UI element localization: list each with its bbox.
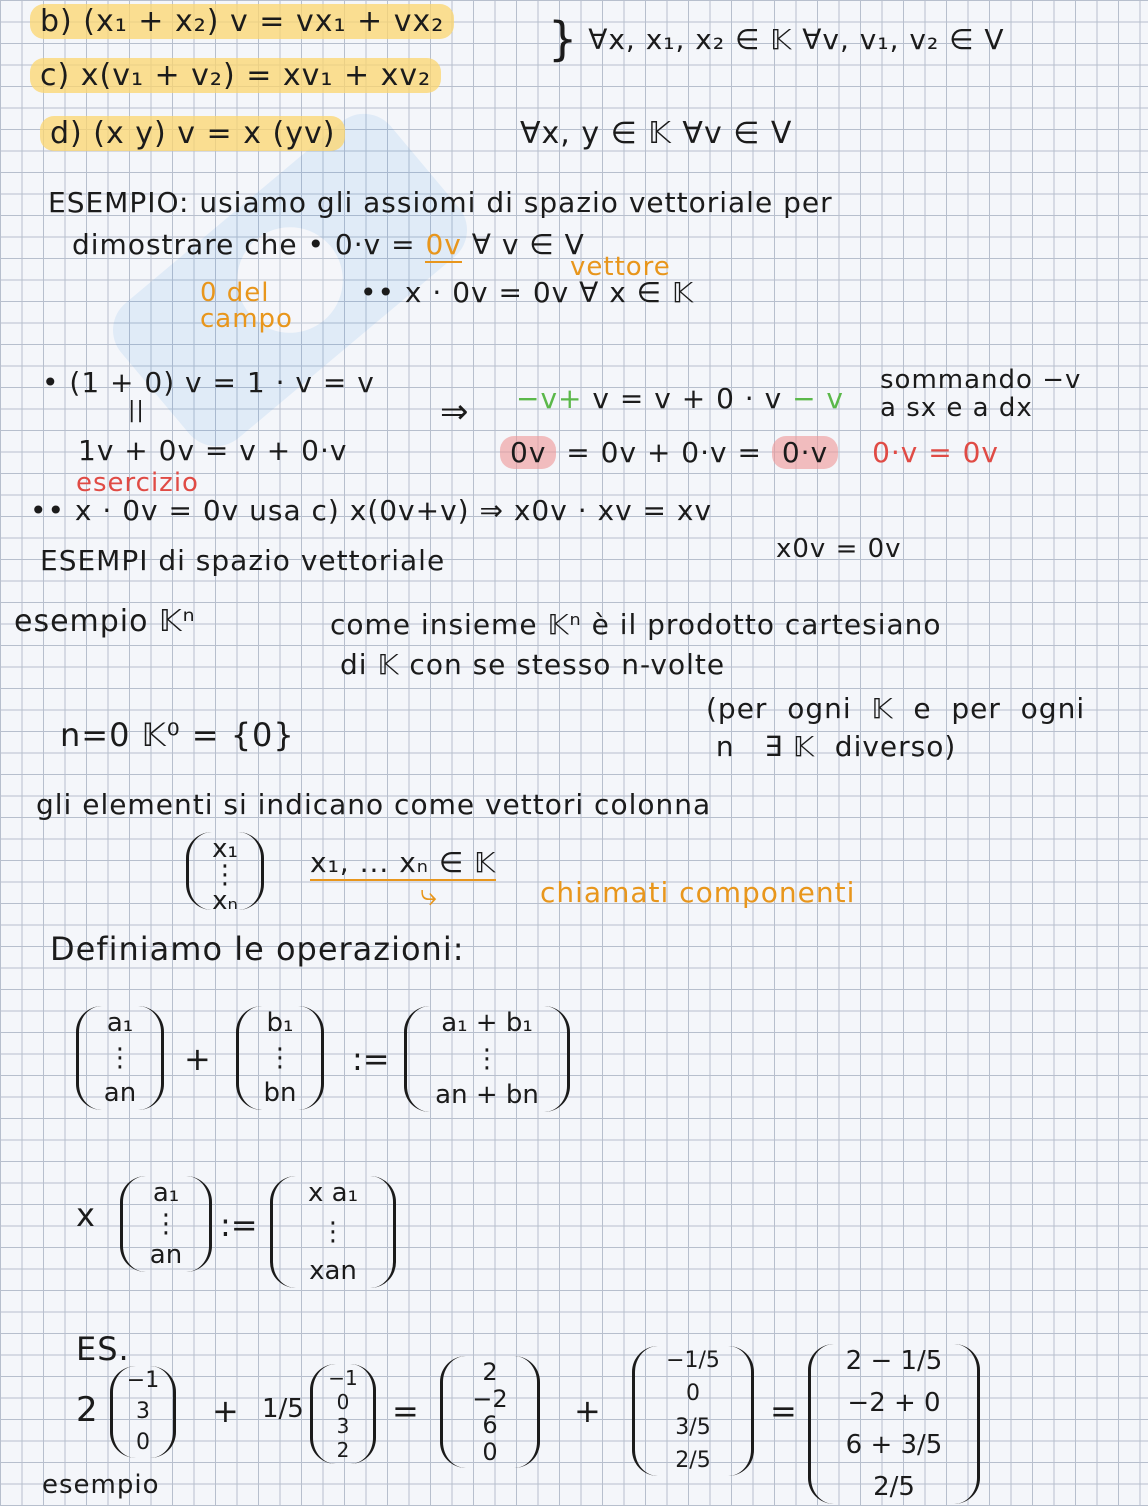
campo-label: 0 del campo [200, 278, 293, 334]
kn-desc-2: di 𝕂 con se stesso n-volte [340, 648, 726, 681]
sum-define: := [352, 1040, 390, 1078]
kn-note: (per ogni 𝕂 e per ogni n ∃ 𝕂 diverso) [706, 692, 1086, 763]
scalar-vector-a: a₁ ⋮ an [120, 1176, 212, 1272]
sum-plus: + [184, 1040, 211, 1078]
sum-note: sommando −v a sx e a dx [880, 365, 1082, 423]
vettore-label: vettore [570, 252, 671, 282]
es-plus-1: + [212, 1392, 239, 1430]
scalar-x: x [76, 1196, 95, 1234]
proof-line3-sub: x0v = 0v [776, 534, 902, 564]
components-text: x₁, ... xₙ ∈ 𝕂 [310, 846, 497, 879]
es-plus-2: + [574, 1392, 601, 1430]
sum-result-vector: a₁ + b₁ ⋮ an + bn [404, 1006, 570, 1112]
proof-line3: •• x · 0v = 0v usa c) x(0v+v) ⇒ x0v · xv = xv [30, 494, 713, 527]
es-vector-3: 2 −2 6 0 [440, 1356, 540, 1468]
axiom-c: c) x(v₁ + v₂) = xv₁ + xv₂ [30, 58, 441, 93]
es-equals-1: = [392, 1392, 419, 1430]
sum-vector-a: a₁ ⋮ an [76, 1006, 164, 1110]
components-label: chiamati componenti [540, 876, 856, 909]
column-vectors-text: gli elementi si indicano come vettori colonna [36, 788, 712, 821]
component-vector: x₁ ⋮ xₙ [186, 832, 264, 910]
proof-line1: • (1 + 0) v = 1 · v = v [42, 366, 375, 399]
scalar-define: := [220, 1206, 258, 1244]
example1-line2: dimostrare che • 0·v = 0v ∀ v ∈ V [72, 228, 585, 261]
example1-line1: ESEMPIO: usiamo gli assiomi di spazio vettoriale per [48, 186, 833, 219]
es-vector-2: −1 0 3 2 [310, 1364, 376, 1464]
es-vector-4: −1/5 0 3/5 2/5 [632, 1346, 754, 1476]
axiom-bc-quantifier: } ∀x, x₁, x₂ ∈ 𝕂 ∀v, v₁, v₂ ∈ V [548, 12, 1005, 66]
kn-label: esempio 𝕂ⁿ [14, 604, 196, 639]
components-arrow: ⤷ [420, 878, 438, 913]
sum-vector-b: b₁ ⋮ bn [236, 1006, 324, 1110]
esercizio-label: esercizio [76, 468, 199, 498]
es-coef-fifth: 1/5 [262, 1394, 304, 1424]
proof-right-line2: 0v = 0v + 0·v = 0·v 0·v = 0v [500, 436, 999, 469]
es-vector-1: −1 3 0 [110, 1366, 176, 1458]
axiom-d: d) (x y) v = x (yv) [40, 116, 345, 151]
axiom-b: b) (x₁ + x₂) v = vx₁ + vx₂ [30, 4, 454, 39]
axiom-d-quantifier: ∀x, y ∈ 𝕂 ∀v ∈ V [520, 116, 793, 151]
n-zero-case: n=0 𝕂⁰ = {0} [60, 716, 295, 754]
proof-line2: 1v + 0v = v + 0·v [78, 434, 348, 467]
implies-arrow: ⇒ [440, 392, 470, 432]
kn-desc-1: come insieme 𝕂ⁿ è il prodotto cartesiano [330, 608, 942, 641]
operations-heading: Definiamo le operazioni: [50, 930, 465, 968]
scalar-result-vector: x a₁ ⋮ xan [270, 1176, 396, 1288]
examples-heading: ESEMPI di spazio vettoriale [40, 544, 446, 577]
proof-right-line1: −v+ v = v + 0 · v − v [516, 382, 844, 415]
es-coef-2: 2 [76, 1390, 98, 1430]
example1-line3: •• x · 0v = 0v ∀ x ∈ 𝕂 [360, 276, 695, 309]
es-result-vector: 2 − 1/5 −2 + 0 6 + 3/5 2/5 [808, 1344, 980, 1504]
es-heading: ES. [76, 1330, 130, 1368]
es-equals-2: = [770, 1392, 797, 1430]
proof-equal-mark: || [128, 398, 145, 423]
footer-esempio: esempio [42, 1470, 160, 1500]
